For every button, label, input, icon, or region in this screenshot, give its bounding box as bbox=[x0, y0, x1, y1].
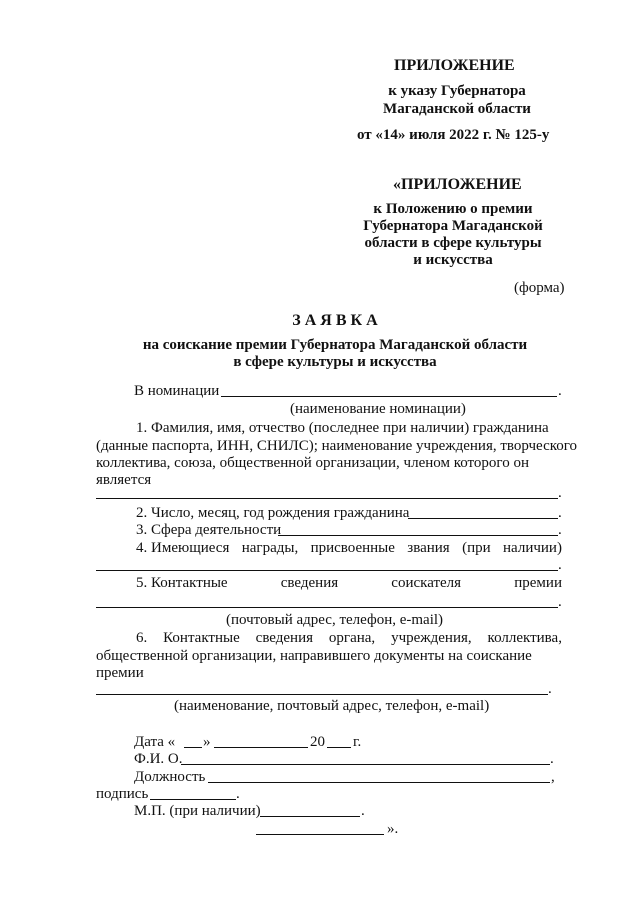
signature-end: . bbox=[236, 786, 240, 802]
document-subtitle-1: на соискание премии Губернатора Магаданской области bbox=[142, 337, 528, 353]
item3-field-line[interactable] bbox=[278, 535, 558, 536]
decree-reference: от «14» июля 2022 г. № 125-у bbox=[357, 127, 550, 143]
date-close-quote: » bbox=[203, 734, 211, 750]
item5-field-line[interactable] bbox=[96, 607, 558, 608]
item6-word: сведения bbox=[255, 630, 314, 646]
item4-word: 4. Имеющиеся bbox=[136, 540, 230, 556]
fio-label: Ф.И. О. bbox=[134, 751, 183, 767]
regulation-line-1: к Положению о премии bbox=[373, 201, 533, 217]
item6-word: учреждения, bbox=[391, 630, 472, 646]
item3-label: 3. Сфера деятельности bbox=[136, 522, 282, 538]
nomination-end: . bbox=[558, 383, 562, 399]
item6-end: . bbox=[548, 681, 552, 697]
item6-word: коллектива, bbox=[487, 630, 562, 646]
fio-field-line[interactable] bbox=[181, 764, 550, 765]
item5-word: соискателя bbox=[391, 575, 462, 591]
regulation-line-2: Губернатора Магаданской bbox=[363, 218, 543, 234]
document-title: З А Я В К А bbox=[292, 312, 378, 329]
regulation-line-3: области в сфере культуры bbox=[364, 235, 542, 251]
closing-field-line[interactable] bbox=[256, 834, 384, 835]
appendix-title: ПРИЛОЖЕНИЕ bbox=[394, 57, 515, 74]
form-note: (форма) bbox=[514, 280, 565, 296]
stamp-label: М.П. (при наличии) bbox=[134, 803, 261, 819]
item6-hint: (наименование, почтовый адрес, телефон, e-mail) bbox=[174, 698, 490, 714]
item2-end: . bbox=[558, 505, 562, 521]
nomination-field-line[interactable] bbox=[221, 396, 557, 397]
stamp-end: . bbox=[361, 803, 365, 819]
item1-line-3: коллектива, союза, общественной организации, членом которого он bbox=[96, 455, 529, 471]
signature-field-line[interactable] bbox=[150, 799, 236, 800]
item4-end: . bbox=[558, 557, 562, 573]
item5-word: премии bbox=[514, 575, 562, 591]
item1-end: . bbox=[558, 485, 562, 501]
fio-end: . bbox=[550, 751, 554, 767]
item6-word: 6. bbox=[136, 630, 148, 646]
item5-hint: (почтовый адрес, телефон, e-mail) bbox=[226, 612, 444, 628]
item6-word: органа, bbox=[328, 630, 376, 646]
position-end: , bbox=[551, 769, 555, 785]
item5-line bbox=[136, 574, 562, 592]
item1-field-line[interactable] bbox=[96, 498, 558, 499]
closing-mark: ». bbox=[387, 821, 399, 837]
year-suffix: г. bbox=[353, 734, 362, 750]
item5-word: сведения bbox=[280, 575, 339, 591]
item6-word: Контактные bbox=[163, 630, 240, 646]
item2-field-line[interactable] bbox=[408, 518, 558, 519]
nomination-hint: (наименование номинации) bbox=[290, 401, 466, 417]
item4-word: звания bbox=[407, 540, 450, 556]
item4-line bbox=[136, 539, 562, 557]
regulation-line-4: и искусства bbox=[413, 252, 493, 268]
date-day-line[interactable] bbox=[184, 747, 202, 748]
decree-line-1: к указу Губернатора bbox=[388, 83, 526, 99]
document-subtitle-2: в сфере культуры и искусства bbox=[233, 354, 437, 370]
item1-line-4: является bbox=[96, 472, 152, 488]
item6-line-2: общественной организации, направившего документы на соискание bbox=[96, 648, 532, 664]
position-field-line[interactable] bbox=[208, 782, 550, 783]
item4-field-line[interactable] bbox=[96, 570, 558, 571]
item1-line-1: 1. Фамилия, имя, отчество (последнее при наличии) гражданина bbox=[136, 420, 549, 436]
date-month-line[interactable] bbox=[214, 747, 308, 748]
item6-line-3: премии bbox=[96, 665, 144, 681]
item1-line-2: (данные паспорта, ИНН, СНИЛС); наименование учреждения, творческого bbox=[96, 438, 578, 454]
year-prefix: 20 bbox=[310, 734, 325, 750]
date-label: Дата « bbox=[134, 734, 176, 750]
date-year-line[interactable] bbox=[327, 747, 351, 748]
appendix-title-2: «ПРИЛОЖЕНИЕ bbox=[393, 176, 522, 193]
stamp-field-line[interactable] bbox=[260, 816, 360, 817]
item2-label: 2. Число, месяц, год рождения гражданина bbox=[136, 505, 410, 521]
item6-field-line[interactable] bbox=[96, 694, 548, 695]
item4-word: наличии) bbox=[503, 540, 562, 556]
nomination-label: В номинации bbox=[134, 383, 220, 399]
position-label: Должность bbox=[134, 769, 206, 785]
item5-word: 5. Контактные bbox=[136, 575, 228, 591]
item4-word: присвоенные bbox=[310, 540, 395, 556]
item4-word: (при bbox=[462, 540, 491, 556]
item4-word: награды, bbox=[241, 540, 299, 556]
item6-line-1 bbox=[136, 629, 562, 647]
decree-line-2: Магаданской области bbox=[383, 101, 531, 117]
item3-end: . bbox=[558, 522, 562, 538]
signature-label: подпись bbox=[96, 786, 149, 802]
item5-end: . bbox=[558, 594, 562, 610]
